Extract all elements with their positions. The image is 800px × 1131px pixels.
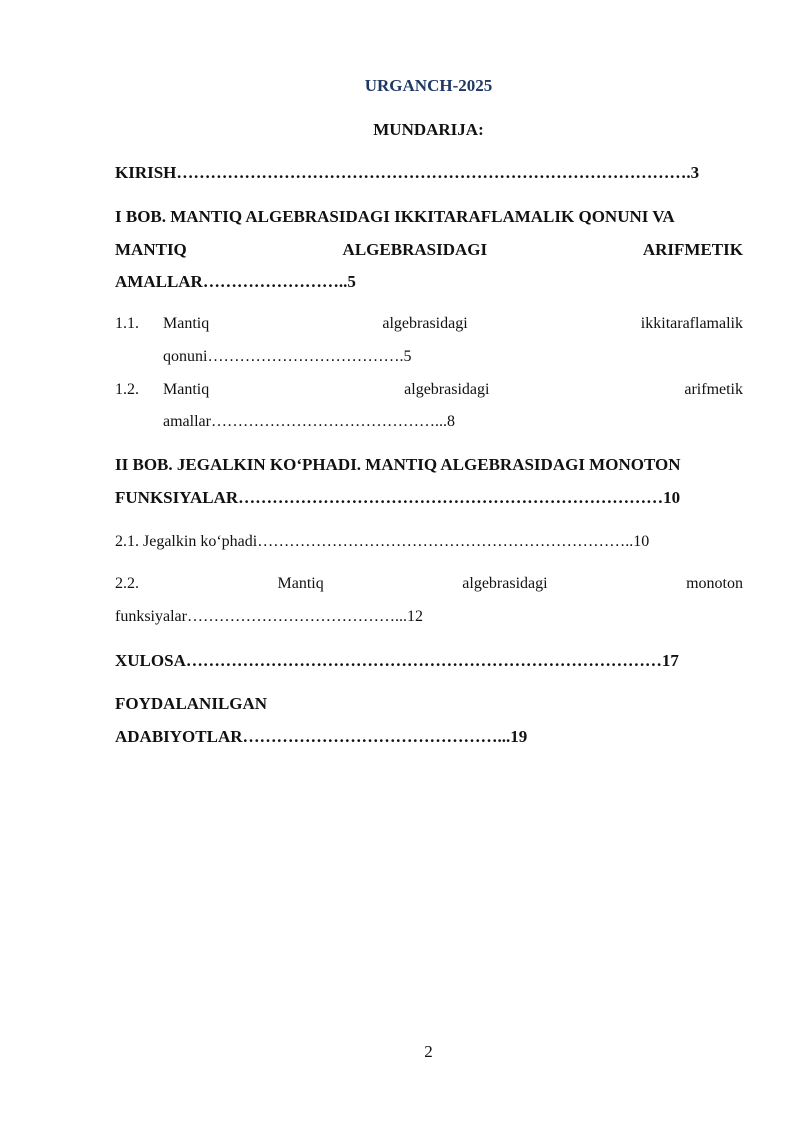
toc-section-word: algebrasidagi bbox=[382, 315, 468, 332]
toc-section-2-2-cont: funksiyalar…………………………………...12 bbox=[115, 608, 423, 625]
toc-conclusion: XULOSA…………………………………………………………………………17 bbox=[115, 651, 679, 670]
toc-section-word: ikkitaraflamalik bbox=[640, 315, 743, 332]
toc-section-2-1: 2.1. Jegalkin koʻphadi……………………………………………………………..10 bbox=[115, 533, 650, 550]
toc-section-2-2 bbox=[115, 575, 743, 593]
toc-section-1-2 bbox=[163, 381, 743, 399]
toc-chapter1-word: ARIFMETIK bbox=[642, 240, 743, 259]
toc-section-1-1 bbox=[163, 315, 743, 333]
toc-section-1-1-cont: qonuni……………………………….5 bbox=[163, 348, 412, 365]
toc-section-number: 1.1. bbox=[115, 315, 139, 332]
toc-section-word: arifmetik bbox=[684, 381, 743, 398]
toc-chapter1-line3: AMALLAR……………………..5 bbox=[115, 272, 356, 291]
toc-chapter1-word: MANTIQ bbox=[115, 240, 187, 259]
page-number: 2 bbox=[424, 1042, 433, 1061]
toc-section-word: 2.2. bbox=[115, 575, 139, 592]
toc-section-word: Mantiq bbox=[277, 575, 324, 592]
toc-section-word: monoton bbox=[686, 575, 743, 592]
toc-chapter1-line2 bbox=[115, 240, 743, 260]
toc-section-word: algebrasidagi bbox=[404, 381, 490, 398]
toc-title: MUNDARIJA: bbox=[373, 120, 484, 139]
city-year-heading: URGANCH-2025 bbox=[364, 76, 493, 95]
toc-section-number: 1.2. bbox=[115, 381, 139, 398]
toc-chapter2-line2: FUNKSIYALAR…………………………………………………………………10 bbox=[115, 488, 681, 507]
toc-references-line1: FOYDALANILGAN bbox=[115, 694, 268, 713]
toc-section-1-2-cont: amallar……………………………………...8 bbox=[163, 413, 455, 430]
toc-references-line2: ADABIYOTLAR………………………………………...19 bbox=[115, 727, 528, 746]
toc-section-word: Mantiq bbox=[163, 315, 210, 332]
toc-intro: KIRISH……………………………………………………………………………….3 bbox=[115, 163, 700, 182]
toc-chapter1-word: ALGEBRASIDAGI bbox=[342, 240, 488, 259]
toc-section-word: algebrasidagi bbox=[462, 575, 548, 592]
toc-section-word: Mantiq bbox=[163, 381, 210, 398]
toc-chapter2-line1: II BOB. JEGALKIN KOʻPHADI. MANTIQ ALGEBRASIDAGI MONOTON bbox=[115, 455, 681, 474]
toc-chapter1-line1: I BOB. MANTIQ ALGEBRASIDAGI IKKITARAFLAMALIK QONUNI VA bbox=[115, 207, 675, 226]
